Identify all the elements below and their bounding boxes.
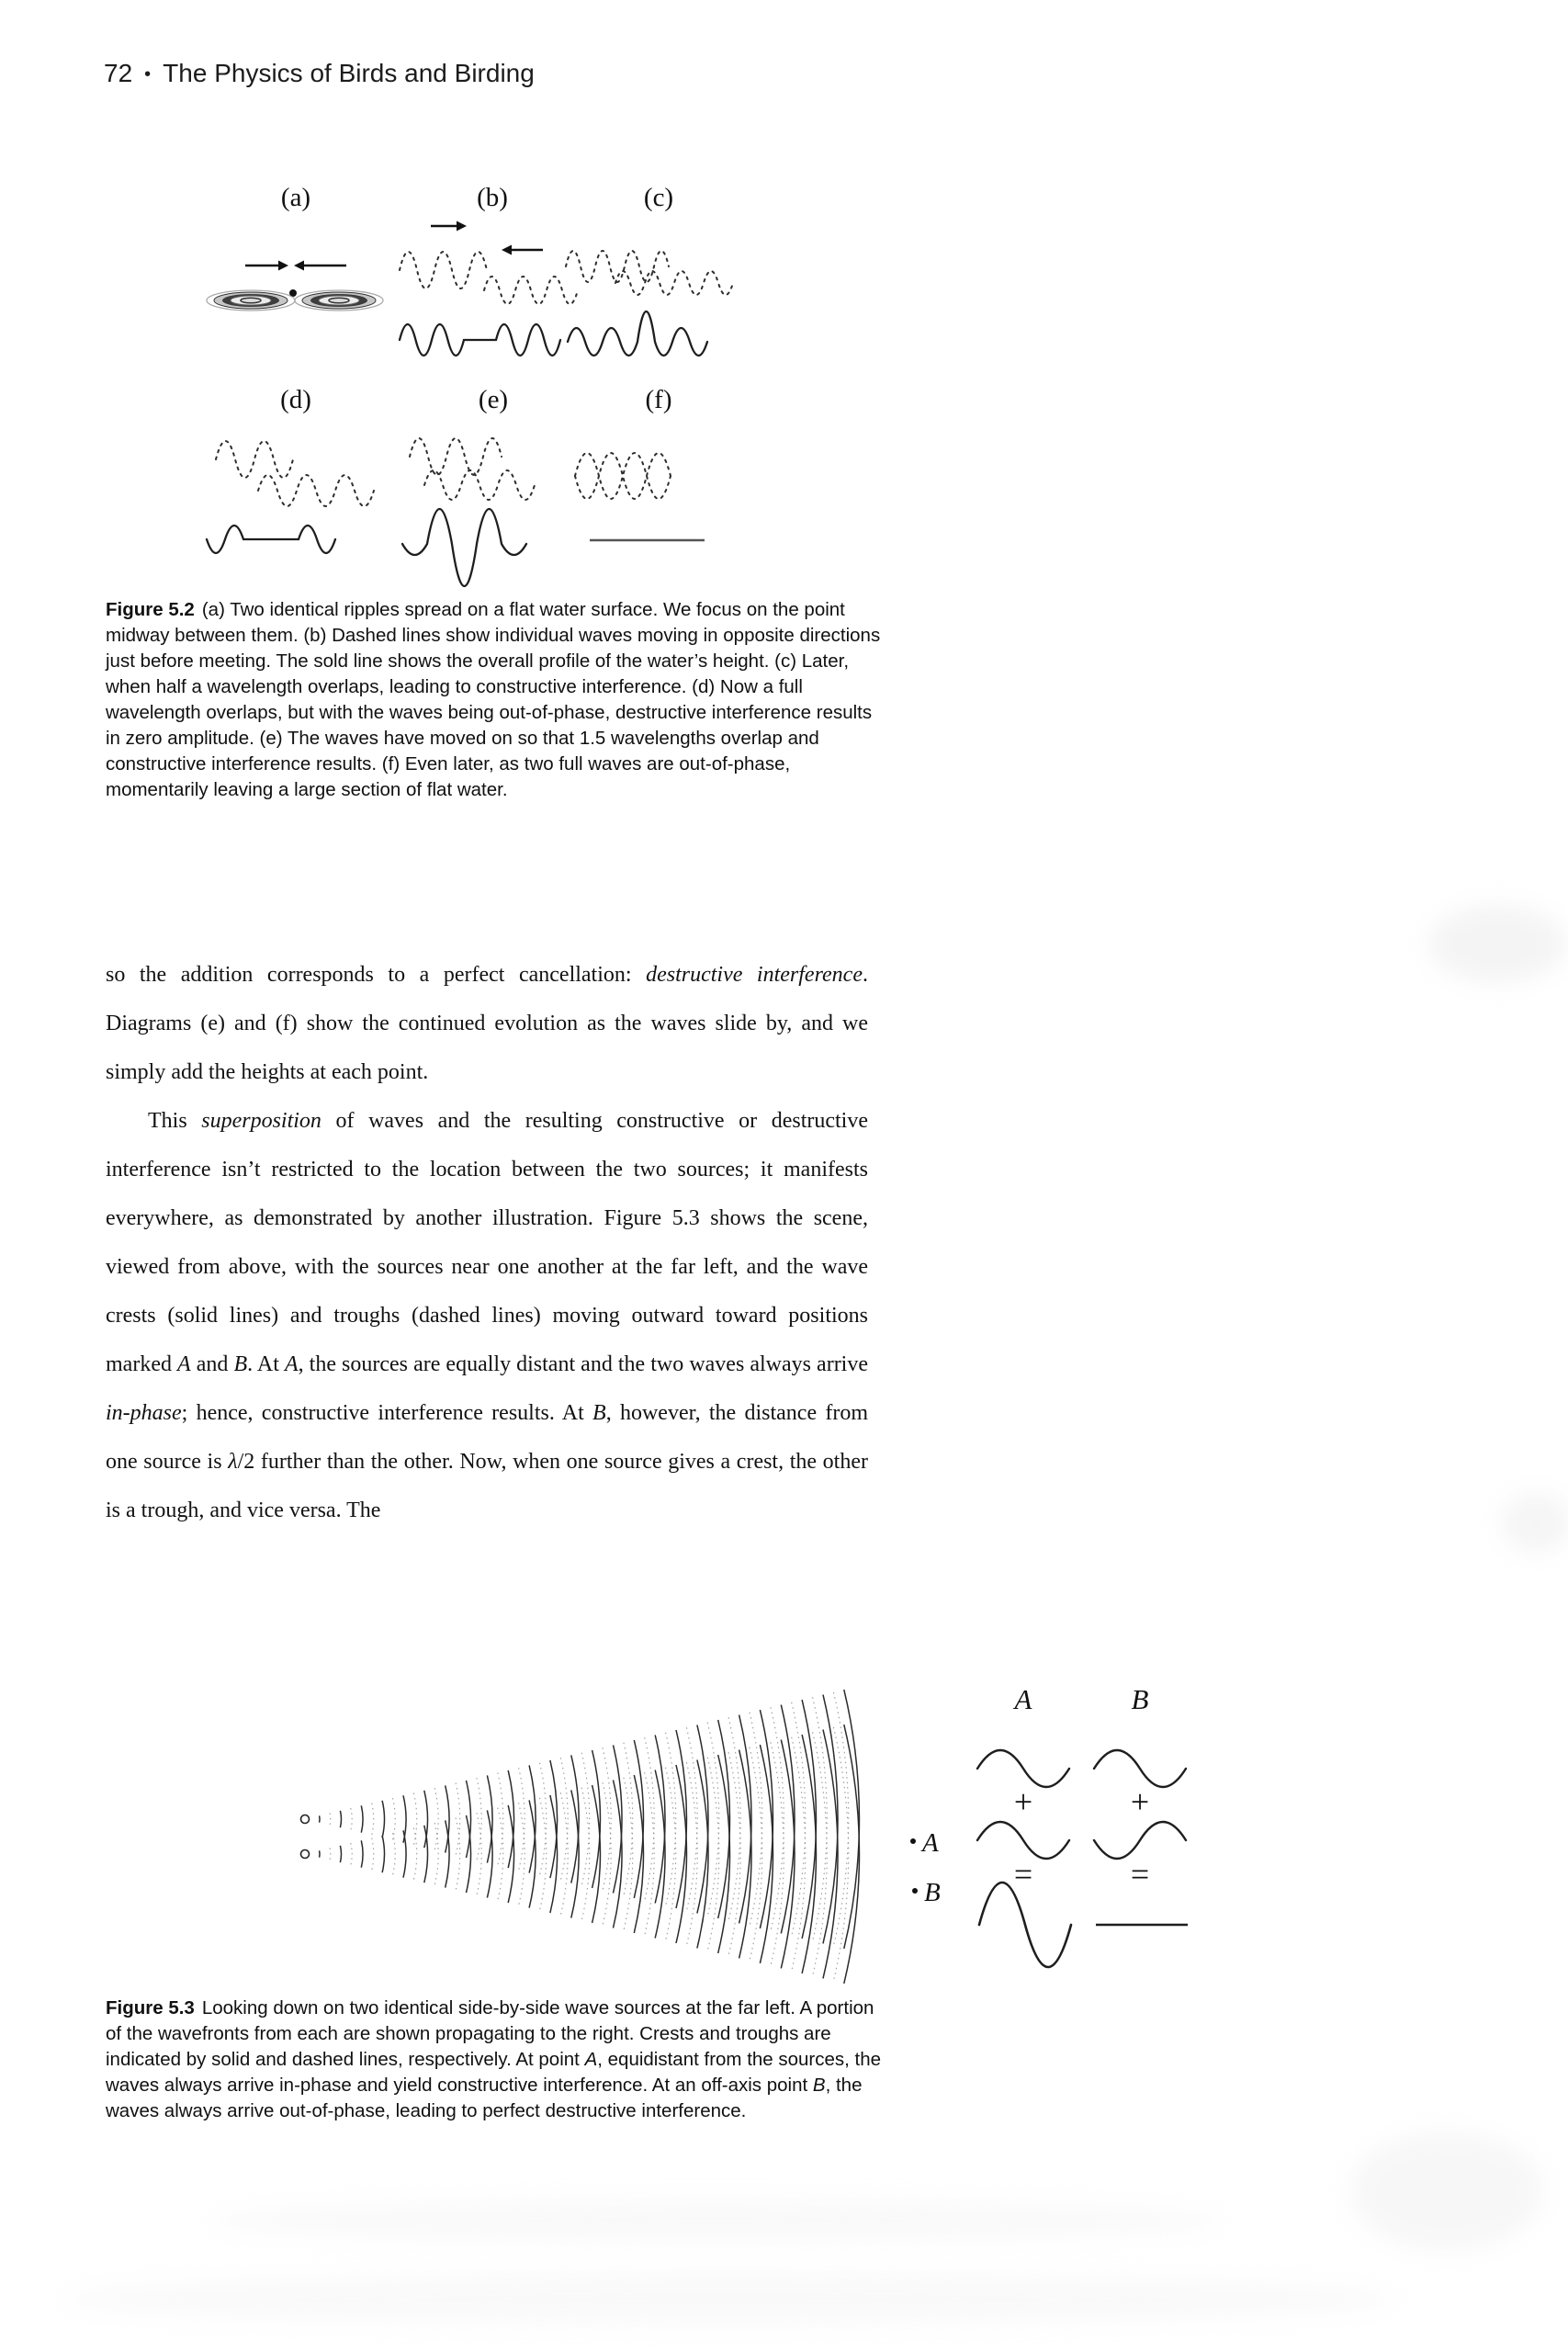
- figure-5-2-caption: Figure 5.2 (a) Two identical ripples spread on a flat water surface. We focus on the point midway between them. (b) Dashed lines show individual waves moving in opposite directions just before meeting. The sold line shows the overall profile of the water’s height. (c) Later, when half a wavelength overlaps, leading to constructive interference. (d) Now a full wavelength overlaps, but with the waves being out-of-phase, destructive interference results in zero amplitude. (e) The waves have moved on so that 1.5 wavelengths overlap and constructive interference results. (f) Even later, as two full waves are out-of-phase, momentarily leaving a large section of flat water.: [106, 599, 881, 800]
- column-a-label: A: [1014, 1683, 1032, 1715]
- figure-5-2-panel-f: [562, 384, 755, 581]
- running-header: [104, 59, 535, 88]
- point-a-dot: [910, 1838, 916, 1844]
- panel-label: (c): [643, 183, 674, 212]
- constructive-interference-drawing: [397, 415, 590, 604]
- destructive-interference-drawing: [199, 415, 392, 581]
- figure-5-2-panel-e: [397, 384, 590, 604]
- panel-label: (b): [477, 183, 508, 212]
- scan-artifact: [64, 2274, 1396, 2324]
- point-b-dot: [912, 1888, 918, 1894]
- panel-label: (f): [645, 385, 672, 414]
- plus-sign: +: [1130, 1783, 1150, 1820]
- figure-5-3-illustration: [230, 1649, 1249, 1998]
- body-text: [106, 951, 868, 1535]
- page-number: 72: [104, 59, 133, 87]
- figure-5-3-caption: Figure 5.3 Looking down on two identical side-by-side wave sources at the far left. A portion of the wavefronts from each are shown propagating to the right. Crests and troughs are indicated by solid and dashed lines, respectively. At point A, equidistant from the sources, the waves always arrive in-phase and yield constructive interference. At an off-axis point B, the waves always arrive out-of-phase, leading to perfect destructive interference.: [106, 1997, 882, 2121]
- panel-label: (d): [280, 385, 311, 414]
- column-b-label: B: [1131, 1683, 1149, 1715]
- figure-5-2-panel-d: [199, 384, 392, 581]
- scan-artifact: [1502, 1493, 1568, 1553]
- paragraph: so the addition corresponds to a perfect cancellation: destructive interference. Diagrams (e) and (f) show the continued evolution as the waves slide by, and we simply add the heights at each point.: [106, 963, 868, 1084]
- panel-label: (e): [478, 385, 509, 414]
- plus-sign: +: [1013, 1783, 1033, 1820]
- paragraph: This superposition of waves and the resulting constructive or destructive interference isn’t restricted to the location between the two sources; it manifests everywhere, as demonstrated by another illustration. Figure 5.3 shows the scene, viewed from above, with the sources near one another at the far left, and the wave crests (solid lines) and troughs (dashed lines) moving outward toward positions marked A and B. At A, the sources are equally distant and the two waves always arrive in-phase; hence, constructive interference results. At B, however, the distance from one source is λ/2 further than the other. Now, when one source gives a crest, the other is a trough, and vice versa. The: [106, 1109, 869, 1522]
- flat-water-drawing: [562, 415, 755, 581]
- figure-5-2-panel-a: [199, 182, 392, 356]
- wavefront-fan: [301, 1690, 860, 1984]
- point-a-label: A: [922, 1828, 939, 1858]
- scan-artifact: [1350, 2132, 1543, 2251]
- equals-sign: =: [1130, 1856, 1150, 1893]
- wave-addition-drawing: [977, 1750, 1188, 1967]
- equals-sign: =: [1013, 1856, 1033, 1893]
- scan-artifact: [211, 2200, 1222, 2242]
- running-title: The Physics of Birds and Birding: [163, 59, 535, 87]
- figure-5-2-panel-b: [396, 182, 589, 383]
- point-b-label: B: [924, 1878, 941, 1907]
- figure-5-2-panel-c: [562, 182, 755, 383]
- half-wavelength-overlap-drawing: [562, 213, 755, 383]
- panel-label: (a): [280, 183, 311, 212]
- ripples-meeting-drawing: [199, 245, 392, 356]
- waves-approaching-drawing: [396, 213, 589, 383]
- scan-artifact: [1428, 905, 1566, 983]
- header-separator-bullet: •: [144, 63, 152, 85]
